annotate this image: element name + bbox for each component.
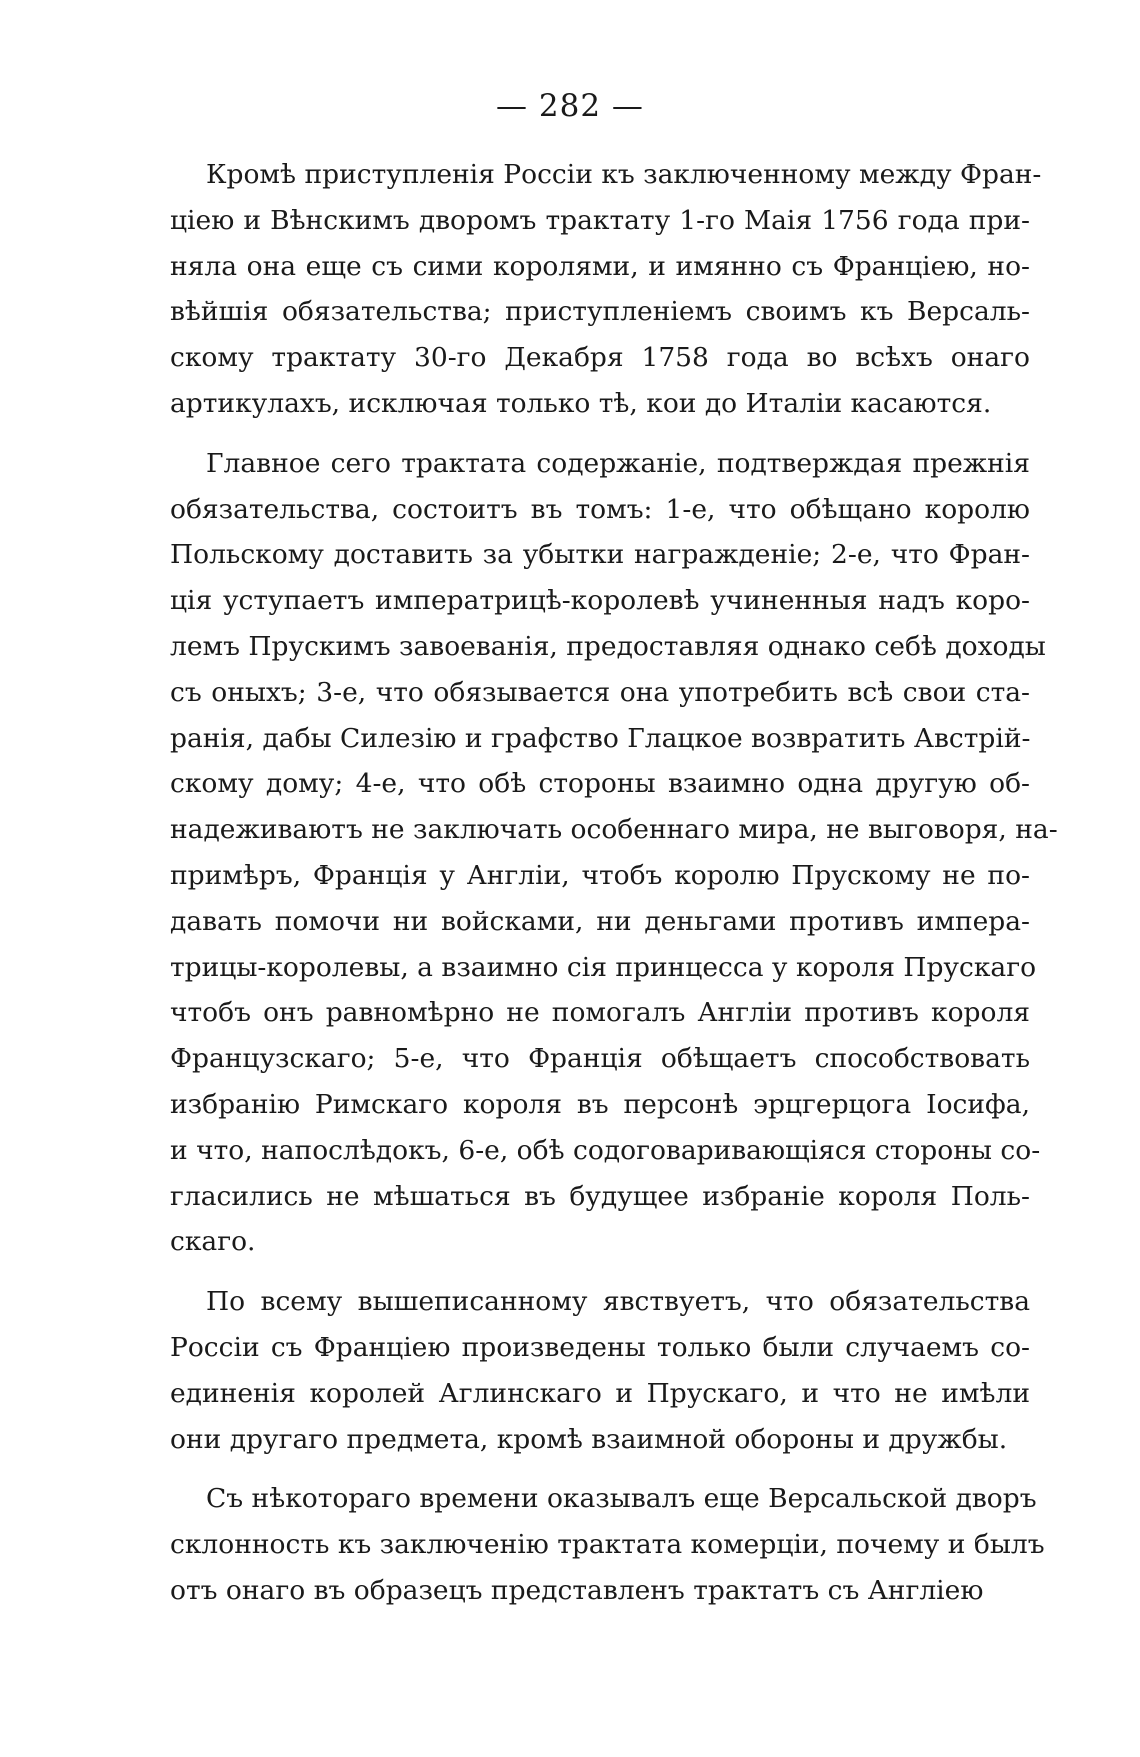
paragraph-1 xyxy=(170,152,1042,427)
text-line: отъ онаго въ образецъ представленъ трактатъ съ Англіею xyxy=(170,1574,984,1606)
text-line: избранію Римскаго короля въ персонѣ эрцгерцога Іосифа, xyxy=(170,1088,1030,1120)
text-line: скому дому; 4-е, что обѣ стороны взаимно одна другую об- xyxy=(170,768,1030,800)
text-line: гласились не мѣшаться въ будущее избраніе короля Поль- xyxy=(170,1180,1030,1212)
paragraph-2 xyxy=(170,441,1058,1265)
text-line: трицы-королевы, а взаимно сія принцесса у короля Прускаго xyxy=(170,951,1037,983)
page-number: — 282 — xyxy=(496,88,644,124)
text-line: лемъ Прускимъ завоеванія, предоставляя однако себѣ доходы xyxy=(170,630,1046,662)
paragraph-4 xyxy=(170,1476,1045,1613)
text-line: Кромѣ приступленія Россіи къ заключенному между Фран- xyxy=(206,159,1042,190)
text-line: они другаго предмета, кромѣ взаимной обороны и дружбы. xyxy=(170,1423,1008,1455)
text-line: артикулахъ, исключая только тѣ, кои до Италіи касаются. xyxy=(170,387,992,419)
text-line: Польскому доставить за убытки награжденіе; 2-е, что Фран- xyxy=(170,539,1030,571)
text-line: чтобъ онъ равномѣрно не помогалъ Англіи противъ короля xyxy=(170,997,1030,1029)
text-line: примѣръ, Франція у Англіи, чтобъ королю Прускому не по- xyxy=(170,859,1030,891)
text-line: Главное сего трактата содержаніе, подтверждая прежнія xyxy=(206,447,1030,479)
text-line: и что, напослѣдокъ, 6-е, обѣ содоговаривающіяся стороны со- xyxy=(170,1134,1041,1166)
text-line: вѣйшія обязательства; приступленіемъ своимъ къ Версаль- xyxy=(170,296,1030,328)
body-text xyxy=(170,152,1058,1628)
text-line: Французскаго; 5-е, что Франція обѣщаетъ способствовать xyxy=(170,1043,1030,1075)
paragraph-3 xyxy=(170,1279,1030,1462)
text-line: давать помочи ни войсками, ни деньгами противъ импера- xyxy=(170,905,1030,937)
text-line: ція уступаетъ императрицѣ-королевѣ учиненныя надъ коро- xyxy=(170,585,1030,617)
text-line: единенія королей Аглинскаго и Прускаго, и что не имѣли xyxy=(170,1377,1030,1409)
text-line: ранія, дабы Силезію и графство Глацкое возвратить Австрій- xyxy=(170,722,1031,754)
text-line: скаго. xyxy=(170,1226,256,1258)
text-line: склонность къ заключенію трактата комерціи, почему и былъ xyxy=(170,1529,1045,1561)
text-line: надеживаютъ не заключать особеннаго мира, не выговоря, на- xyxy=(170,814,1058,846)
text-line: обязательства, состоитъ въ томъ: 1-е, что обѣщано королю xyxy=(170,493,1030,525)
text-line: няла она еще съ сими королями, и имянно съ Франціею, но- xyxy=(170,250,1030,282)
text-line: Россіи съ Франціею произведены только были случаемъ со- xyxy=(170,1331,1030,1363)
text-line: скому трактату 30-го Декабря 1758 года во всѣхъ онаго xyxy=(170,342,1030,374)
text-line: ціею и Вѣнскимъ дворомъ трактату 1-го Маія 1756 года при- xyxy=(170,204,1030,236)
text-line: Съ нѣкотораго времени оказывалъ еще Версальской дворъ xyxy=(206,1483,1037,1515)
text-line: По всему вышеписанному явствуетъ, что обязательства xyxy=(206,1286,1030,1318)
text-line: съ оныхъ; 3-е, что обязывается она употребить всѣ свои ста- xyxy=(170,676,1030,708)
